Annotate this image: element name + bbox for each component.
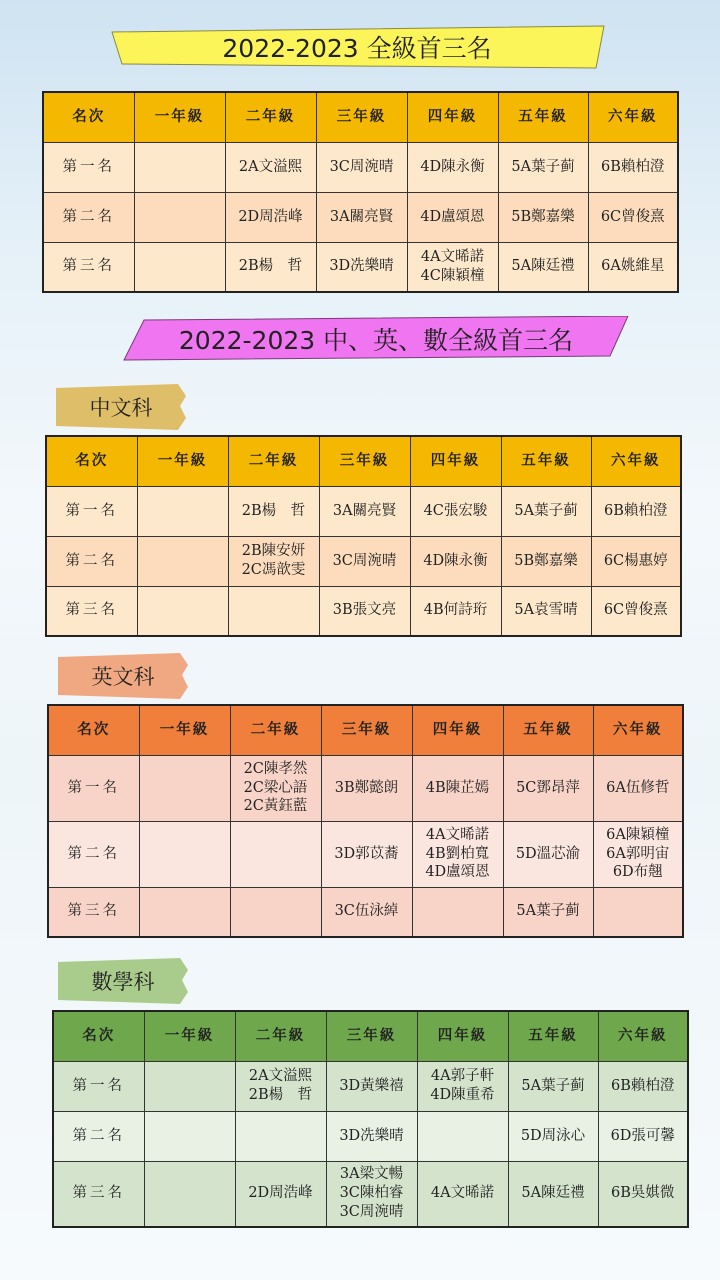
cell-g2: 2B陳安妍 2C馮歆雯	[228, 536, 319, 586]
cell-g1	[137, 586, 228, 636]
cell-g3: 3B張文亮	[319, 586, 410, 636]
table-row	[53, 1061, 688, 1111]
table-row	[46, 586, 681, 636]
rank-cell: 第三名	[43, 242, 134, 292]
cell-g1	[134, 142, 225, 192]
cell-g2	[230, 887, 321, 937]
header-g4: 四年級	[407, 92, 498, 142]
table-row	[46, 486, 681, 536]
cell-g5: 5D溫芯渝	[503, 821, 593, 887]
cell-g4: 4A郭子軒 4D陳重希	[417, 1061, 508, 1111]
rank-cell: 第二名	[43, 192, 134, 242]
math-table	[52, 1010, 689, 1228]
english-table	[47, 704, 684, 938]
cell-g4: 4B何詩珩	[410, 586, 501, 636]
header-g5: 五年級	[503, 705, 593, 755]
table-row	[53, 1161, 688, 1227]
chinese-table	[45, 435, 682, 637]
cell-g6: 6B賴柏澄	[588, 142, 678, 192]
cell-g2: 2D周浩峰	[235, 1161, 326, 1227]
cell-g5: 5C鄧昂萍	[503, 755, 593, 821]
cell-g2: 2C陳孝然 2C梁心語 2C黃鈺藍	[230, 755, 321, 821]
cell-g1	[139, 755, 230, 821]
header-g4: 四年級	[412, 705, 503, 755]
cell-g6: 6A姚維星	[588, 242, 678, 292]
cell-g4: 4A文晞諾 4C陳穎橦	[407, 242, 498, 292]
rank-cell: 第三名	[46, 586, 137, 636]
cell-g5: 5B鄭嘉樂	[501, 536, 591, 586]
chinese-tag-label: 中文科	[89, 396, 153, 420]
cell-g5: 5D周泳心	[508, 1111, 598, 1161]
header-g5: 五年級	[508, 1011, 598, 1061]
cell-g2	[230, 821, 321, 887]
cell-g3: 3C伍泳綽	[321, 887, 412, 937]
header-g6: 六年級	[588, 92, 678, 142]
rank-cell: 第三名	[48, 887, 139, 937]
cell-g1	[144, 1161, 235, 1227]
cell-g6: 6C楊惠婷	[591, 536, 681, 586]
table-row	[43, 142, 678, 192]
cell-g3: 3A關亮賢	[319, 486, 410, 536]
header-g3: 三年級	[316, 92, 407, 142]
overall-banner-title: 2022-2023 全級首三名	[222, 34, 492, 63]
cell-g3: 3C周涴晴	[316, 142, 407, 192]
table-row	[53, 1111, 688, 1161]
header-g5: 五年級	[501, 436, 591, 486]
header-g2: 二年級	[230, 705, 321, 755]
table-row	[48, 821, 683, 887]
header-rank: 名次	[48, 705, 139, 755]
cell-g2: 2D周浩峰	[225, 192, 316, 242]
cell-g6: 6C曾俊熹	[588, 192, 678, 242]
cell-g5: 5A葉子蓟	[503, 887, 593, 937]
cell-g5: 5A陳廷禮	[508, 1161, 598, 1227]
cell-g1	[144, 1061, 235, 1111]
cell-g4: 4D陳永衡	[407, 142, 498, 192]
rank-cell: 第二名	[46, 536, 137, 586]
cell-g4: 4D盧頌恩	[407, 192, 498, 242]
cell-g1	[137, 486, 228, 536]
chinese-tag	[56, 384, 186, 430]
cell-g3: 3D冼樂晴	[316, 242, 407, 292]
cell-g6	[593, 887, 683, 937]
cell-g5: 5A葉子蓟	[498, 142, 588, 192]
cell-g4: 4B陳芷嫣	[412, 755, 503, 821]
overall-table	[42, 91, 679, 293]
english-tag	[58, 653, 188, 699]
cell-g4: 4D陳永衡	[410, 536, 501, 586]
header-g2: 二年級	[235, 1011, 326, 1061]
overall-banner	[108, 24, 606, 70]
table-row	[43, 192, 678, 242]
header-g6: 六年級	[593, 705, 683, 755]
cell-g3: 3D郭苡蕎	[321, 821, 412, 887]
header-row	[46, 436, 681, 486]
header-rank: 名次	[53, 1011, 144, 1061]
table-row	[46, 536, 681, 586]
header-g1: 一年級	[134, 92, 225, 142]
english-tag-label: 英文科	[91, 665, 155, 689]
header-row	[53, 1011, 688, 1061]
header-row	[43, 92, 678, 142]
rank-cell: 第一名	[46, 486, 137, 536]
math-tag-label: 數學科	[91, 970, 155, 994]
cell-g6: 6B賴柏澄	[598, 1061, 688, 1111]
cell-g1	[137, 536, 228, 586]
header-rank: 名次	[46, 436, 137, 486]
cell-g1	[144, 1111, 235, 1161]
header-g2: 二年級	[228, 436, 319, 486]
cell-g4	[417, 1111, 508, 1161]
header-g6: 六年級	[598, 1011, 688, 1061]
cell-g4: 4C張宏駿	[410, 486, 501, 536]
cell-g1	[134, 192, 225, 242]
header-rank: 名次	[43, 92, 134, 142]
cell-g3: 3D冼樂晴	[326, 1111, 417, 1161]
cell-g6: 6B吳娸微	[598, 1161, 688, 1227]
header-g5: 五年級	[498, 92, 588, 142]
cell-g6: 6B賴柏澄	[591, 486, 681, 536]
cell-g2: 2B楊 哲	[225, 242, 316, 292]
cell-g2: 2A文溢熙	[225, 142, 316, 192]
cell-g2: 2B楊 哲	[228, 486, 319, 536]
cell-g4	[412, 887, 503, 937]
header-row	[48, 705, 683, 755]
header-g1: 一年級	[139, 705, 230, 755]
rank-cell: 第一名	[48, 755, 139, 821]
cell-g5: 5A袁雪晴	[501, 586, 591, 636]
cell-g3: 3A梁文暢 3C陳柏睿 3C周涴晴	[326, 1161, 417, 1227]
cell-g2	[235, 1111, 326, 1161]
cell-g3: 3C周涴晴	[319, 536, 410, 586]
math-tag	[58, 958, 188, 1004]
cell-g1	[139, 821, 230, 887]
header-g3: 三年級	[321, 705, 412, 755]
cell-g5: 5A葉子蓟	[501, 486, 591, 536]
header-g3: 三年級	[326, 1011, 417, 1061]
cell-g3: 3B鄭懿朗	[321, 755, 412, 821]
table-row	[48, 755, 683, 821]
cell-g6: 6C曾俊熹	[591, 586, 681, 636]
header-g2: 二年級	[225, 92, 316, 142]
subjects-banner	[122, 316, 630, 362]
table-row	[48, 887, 683, 937]
cell-g2	[228, 586, 319, 636]
cell-g6: 6A伍修哲	[593, 755, 683, 821]
rank-cell: 第二名	[48, 821, 139, 887]
rank-cell: 第一名	[43, 142, 134, 192]
cell-g5: 5A葉子蓟	[508, 1061, 598, 1111]
cell-g5: 5A陳廷禮	[498, 242, 588, 292]
cell-g3: 3D黃樂禧	[326, 1061, 417, 1111]
rank-cell: 第一名	[53, 1061, 144, 1111]
header-g6: 六年級	[591, 436, 681, 486]
cell-g6: 6A陳穎橦 6A郭明宙 6D布翹	[593, 821, 683, 887]
cell-g2: 2A文溢熙 2B楊 哲	[235, 1061, 326, 1111]
cell-g4: 4A文晞諾 4B劉柏寬 4D盧頌恩	[412, 821, 503, 887]
cell-g4: 4A文晞諾	[417, 1161, 508, 1227]
header-g1: 一年級	[144, 1011, 235, 1061]
cell-g6: 6D張可馨	[598, 1111, 688, 1161]
cell-g3: 3A關亮賢	[316, 192, 407, 242]
table-row	[43, 242, 678, 292]
header-g4: 四年級	[410, 436, 501, 486]
rank-cell: 第二名	[53, 1111, 144, 1161]
cell-g1	[134, 242, 225, 292]
cell-g5: 5B鄭嘉樂	[498, 192, 588, 242]
subjects-banner-title: 2022-2023 中、英、數全級首三名	[178, 326, 574, 355]
header-g3: 三年級	[319, 436, 410, 486]
rank-cell: 第三名	[53, 1161, 144, 1227]
header-g4: 四年級	[417, 1011, 508, 1061]
cell-g1	[139, 887, 230, 937]
header-g1: 一年級	[137, 436, 228, 486]
